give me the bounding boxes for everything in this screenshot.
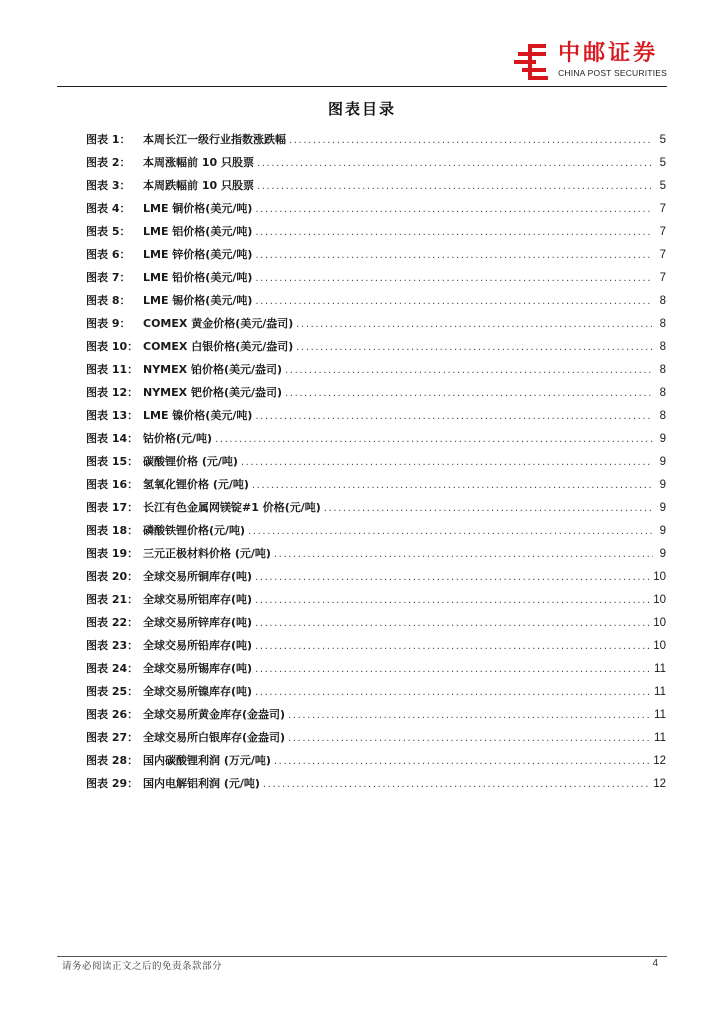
toc-entry[interactable] bbox=[86, 289, 666, 312]
toc-entry-page: 11 bbox=[654, 663, 666, 675]
toc-entry-title: 全球交易所铝库存(吨) bbox=[143, 593, 253, 606]
toc-leader-dots bbox=[257, 175, 653, 198]
toc-entry[interactable] bbox=[86, 381, 666, 404]
toc-entry-title: 长江有色金属网镁锭#1 价格(元/吨) bbox=[143, 501, 321, 514]
toc-entry-title: 氢氧化锂价格 (元/吨) bbox=[143, 478, 249, 491]
toc-entry-title: LME 锌价格(美元/吨) bbox=[143, 248, 253, 261]
toc-entry-label: 图表 26： bbox=[86, 708, 139, 721]
toc-leader-dots bbox=[255, 244, 653, 267]
toc-entry-page: 9 bbox=[659, 548, 666, 560]
toc-entry-label: 图表 9： bbox=[86, 317, 131, 330]
toc-entry-label: 图表 27： bbox=[86, 731, 139, 744]
company-logo bbox=[512, 42, 667, 82]
toc-entry-label: 图表 17： bbox=[86, 501, 139, 514]
toc-entry-title: 三元正极材料价格 (元/吨) bbox=[143, 547, 271, 560]
toc-entry-title: LME 铝价格(美元/吨) bbox=[143, 225, 253, 238]
toc-entry-title: LME 铜价格(美元/吨) bbox=[143, 202, 253, 215]
toc-entry-label: 图表 6： bbox=[86, 248, 131, 261]
toc-entry-page: 5 bbox=[659, 157, 666, 169]
toc-entry-label: 图表 10： bbox=[86, 340, 139, 353]
toc-leader-dots bbox=[296, 336, 653, 359]
toc-title: 图表目录 bbox=[327, 100, 396, 118]
toc-entry-title: LME 镍价格(美元/吨) bbox=[143, 409, 253, 422]
toc-entry-page: 9 bbox=[659, 479, 666, 491]
toc-entry-title: 全球交易所铅库存(吨) bbox=[143, 639, 253, 652]
toc-leader-dots bbox=[255, 681, 651, 704]
toc-entry-label: 图表 7： bbox=[86, 271, 131, 284]
toc-entry-title: 磷酸铁锂价格(元/吨) bbox=[143, 524, 246, 537]
logo-chinese-name: 中邮证券 bbox=[558, 41, 659, 66]
toc-entry[interactable] bbox=[86, 772, 666, 795]
toc-entry[interactable] bbox=[86, 657, 666, 680]
toc-entry-page: 12 bbox=[653, 778, 666, 790]
toc-entry-page: 7 bbox=[659, 249, 666, 261]
toc-entry-page: 8 bbox=[659, 364, 666, 376]
toc-entry[interactable] bbox=[86, 312, 666, 335]
toc-entry-label: 图表 14： bbox=[86, 432, 139, 445]
toc-entry-title: 全球交易所白银库存(金盎司) bbox=[143, 731, 286, 744]
toc-entry-title: NYMEX 铂价格(美元/盎司) bbox=[143, 363, 283, 376]
toc-leader-dots bbox=[285, 382, 653, 405]
toc-entry-page: 11 bbox=[654, 732, 666, 744]
toc-entry[interactable] bbox=[86, 335, 666, 358]
toc-entry[interactable] bbox=[86, 680, 666, 703]
toc-entry[interactable] bbox=[86, 588, 666, 611]
toc-entry[interactable] bbox=[86, 220, 666, 243]
toc-entry-page: 7 bbox=[659, 272, 666, 284]
toc-leader-dots bbox=[288, 704, 651, 727]
logo-english-name: CHINA POST SECURITIES bbox=[558, 68, 667, 78]
toc-leader-dots bbox=[215, 428, 653, 451]
toc-entry-page: 11 bbox=[654, 686, 666, 698]
toc-entry-page: 10 bbox=[653, 571, 666, 583]
toc-entry-title: 国内电解铝利润 (元/吨) bbox=[143, 777, 260, 790]
toc-entry-page: 10 bbox=[653, 617, 666, 629]
toc-entry-title: LME 铅价格(美元/吨) bbox=[143, 271, 253, 284]
toc-entry-title: NYMEX 钯价格(美元/盎司) bbox=[143, 386, 283, 399]
header-divider bbox=[57, 86, 667, 87]
toc-entry-title: 全球交易所铜库存(吨) bbox=[143, 570, 253, 583]
toc-entry[interactable] bbox=[86, 128, 666, 151]
toc-leader-dots bbox=[274, 750, 650, 773]
toc-entry-label: 图表 28： bbox=[86, 754, 139, 767]
toc-entry[interactable] bbox=[86, 726, 666, 749]
toc-entry[interactable] bbox=[86, 703, 666, 726]
toc-entry-label: 图表 13： bbox=[86, 409, 139, 422]
toc-entry-label: 图表 4： bbox=[86, 202, 131, 215]
toc-entry[interactable] bbox=[86, 427, 666, 450]
toc-leader-dots bbox=[255, 566, 650, 589]
toc-entry-label: 图表 11： bbox=[86, 363, 139, 376]
toc-entry-page: 8 bbox=[659, 318, 666, 330]
toc-entry[interactable] bbox=[86, 542, 666, 565]
toc-leader-dots bbox=[285, 359, 653, 382]
toc-entry-title: 国内碳酸锂利润 (万元/吨) bbox=[143, 754, 271, 767]
toc-leader-dots bbox=[255, 589, 650, 612]
toc-entry-page: 12 bbox=[653, 755, 666, 767]
toc-entry[interactable] bbox=[86, 243, 666, 266]
table-of-figures bbox=[86, 128, 666, 795]
toc-entry-title: 全球交易所锌库存(吨) bbox=[143, 616, 253, 629]
toc-entry-label: 图表 22： bbox=[86, 616, 139, 629]
toc-entry-page: 7 bbox=[659, 203, 666, 215]
toc-entry-label: 图表 1： bbox=[86, 133, 131, 146]
disclaimer-note: 请务必阅读正文之后的免责条款部分 bbox=[62, 961, 223, 972]
toc-entry-label: 图表 2： bbox=[86, 156, 131, 169]
toc-leader-dots bbox=[255, 267, 653, 290]
toc-entry-page: 9 bbox=[659, 525, 666, 537]
toc-entry-page: 5 bbox=[659, 134, 666, 146]
toc-entry-label: 图表 15： bbox=[86, 455, 139, 468]
toc-entry[interactable] bbox=[86, 749, 666, 772]
toc-entry-page: 7 bbox=[659, 226, 666, 238]
toc-leader-dots bbox=[288, 727, 651, 750]
toc-entry[interactable] bbox=[86, 358, 666, 381]
toc-leader-dots bbox=[248, 520, 653, 543]
toc-entry-title: LME 锡价格(美元/吨) bbox=[143, 294, 253, 307]
toc-entry[interactable] bbox=[86, 565, 666, 588]
toc-entry-label: 图表 18： bbox=[86, 524, 139, 537]
page-header bbox=[0, 0, 724, 92]
toc-entry-page: 5 bbox=[659, 180, 666, 192]
toc-entry-label: 图表 16： bbox=[86, 478, 139, 491]
toc-entry-title: 全球交易所镍库存(吨) bbox=[143, 685, 253, 698]
footer-divider bbox=[57, 956, 667, 957]
toc-leader-dots bbox=[255, 290, 653, 313]
toc-leader-dots bbox=[241, 451, 653, 474]
toc-entry-title: 本周跌幅前 10 只股票 bbox=[143, 179, 254, 192]
toc-entry-label: 图表 19： bbox=[86, 547, 139, 560]
toc-entry-label: 图表 5： bbox=[86, 225, 131, 238]
toc-leader-dots bbox=[255, 612, 650, 635]
toc-entry-title: 碳酸锂价格 (元/吨) bbox=[143, 455, 238, 468]
toc-entry-label: 图表 21： bbox=[86, 593, 139, 606]
toc-entry[interactable] bbox=[86, 404, 666, 427]
toc-entry[interactable] bbox=[86, 519, 666, 542]
toc-entry-label: 图表 12： bbox=[86, 386, 139, 399]
toc-entry[interactable] bbox=[86, 266, 666, 289]
toc-entry-page: 8 bbox=[659, 341, 666, 353]
toc-entry-title: 钴价格(元/吨) bbox=[143, 432, 213, 445]
toc-leader-dots bbox=[296, 313, 653, 336]
toc-leader-dots bbox=[255, 658, 651, 681]
toc-entry-title: COMEX 白银价格(美元/盎司) bbox=[143, 340, 294, 353]
toc-entry-page: 8 bbox=[659, 387, 666, 399]
toc-entry-label: 图表 29： bbox=[86, 777, 139, 790]
toc-entry-page: 8 bbox=[659, 295, 666, 307]
toc-entry-page: 9 bbox=[659, 502, 666, 514]
toc-leader-dots bbox=[274, 543, 653, 566]
toc-entry-page: 9 bbox=[659, 456, 666, 468]
toc-entry[interactable] bbox=[86, 611, 666, 634]
toc-leader-dots bbox=[289, 129, 653, 152]
china-post-logo-icon bbox=[512, 42, 552, 82]
toc-entry[interactable] bbox=[86, 197, 666, 220]
toc-entry-page: 9 bbox=[659, 433, 666, 445]
toc-leader-dots bbox=[252, 474, 653, 497]
toc-entry-page: 8 bbox=[659, 410, 666, 422]
toc-entry-label: 图表 23： bbox=[86, 639, 139, 652]
page-number: 4 bbox=[652, 958, 658, 969]
logo-text bbox=[558, 42, 667, 79]
toc-entry-title: 全球交易所黄金库存(金盎司) bbox=[143, 708, 286, 721]
toc-leader-dots bbox=[324, 497, 653, 520]
toc-entry-page: 10 bbox=[653, 640, 666, 652]
toc-leader-dots bbox=[263, 773, 650, 796]
toc-leader-dots bbox=[257, 152, 653, 175]
toc-entry-label: 图表 25： bbox=[86, 685, 139, 698]
toc-entry-title: 本周长江一级行业指数涨跌幅 bbox=[143, 133, 286, 146]
toc-leader-dots bbox=[255, 198, 653, 221]
toc-entry-label: 图表 3： bbox=[86, 179, 131, 192]
toc-entry-label: 图表 8： bbox=[86, 294, 131, 307]
toc-entry[interactable] bbox=[86, 174, 666, 197]
toc-entry[interactable] bbox=[86, 473, 666, 496]
toc-entry[interactable] bbox=[86, 151, 666, 174]
toc-entry-page: 10 bbox=[653, 594, 666, 606]
toc-entry-page: 11 bbox=[654, 709, 666, 721]
toc-entry-label: 图表 20： bbox=[86, 570, 139, 583]
toc-leader-dots bbox=[255, 221, 653, 244]
toc-entry-title: COMEX 黄金价格(美元/盎司) bbox=[143, 317, 294, 330]
toc-entry-title: 全球交易所锡库存(吨) bbox=[143, 662, 253, 675]
toc-entry[interactable] bbox=[86, 634, 666, 657]
toc-leader-dots bbox=[255, 405, 653, 428]
toc-entry[interactable] bbox=[86, 450, 666, 473]
toc-entry-label: 图表 24： bbox=[86, 662, 139, 675]
toc-entry[interactable] bbox=[86, 496, 666, 519]
toc-entry-title: 本周涨幅前 10 只股票 bbox=[143, 156, 254, 169]
toc-leader-dots bbox=[255, 635, 650, 658]
